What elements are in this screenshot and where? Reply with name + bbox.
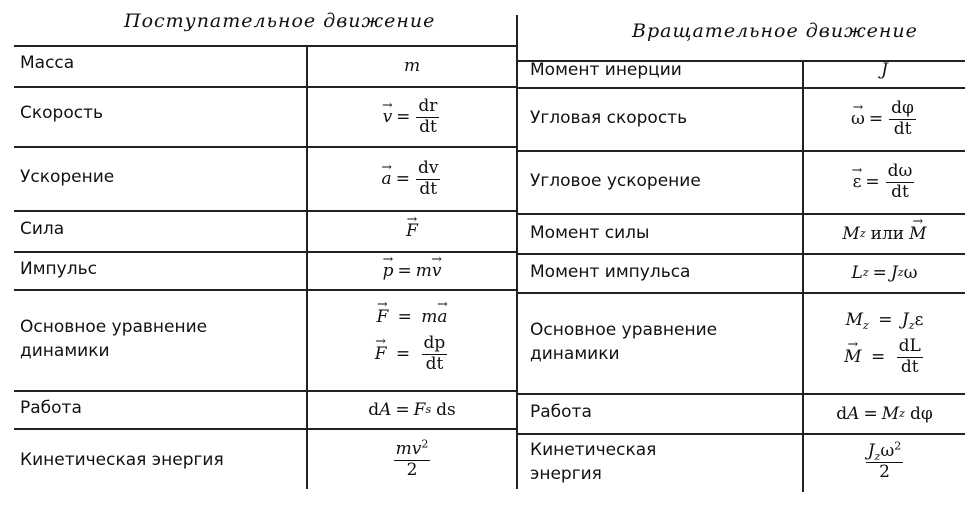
formula-work: [308, 392, 516, 428]
label-force: Сила: [20, 219, 65, 239]
label-work: Работа: [20, 398, 82, 418]
equals-sign: =: [868, 109, 884, 129]
formula-inertia: [804, 55, 965, 85]
formula-mass: [308, 48, 516, 84]
angular-momentum-j-subscript: z: [897, 266, 904, 279]
acceleration-denominator: dt: [419, 178, 438, 199]
newton-numerator: dp: [423, 332, 446, 353]
label-angular-acceleration: Угловое ускорение: [530, 171, 701, 191]
work-s-subscript: s: [425, 403, 432, 416]
angular-momentum-l: L: [851, 263, 863, 283]
velocity-numerator: dr: [418, 95, 438, 116]
rot-dynamics-m-vector: → M: [844, 347, 861, 367]
equals-sign: =: [863, 403, 878, 424]
rot-dynamics-line-2: [844, 335, 925, 377]
formula-angular-acceleration: [804, 152, 965, 212]
velocity-vector: → v: [383, 107, 393, 127]
angular-momentum-omega: ω: [903, 263, 918, 283]
label-velocity: Скорость: [20, 103, 103, 123]
formula-momentum: [308, 253, 516, 289]
angular-momentum-j: J: [890, 263, 898, 283]
rot-work-z-subscript: z: [899, 406, 905, 420]
equals-sign: =: [397, 306, 412, 327]
label-angular-momentum: Момент импульса: [530, 262, 691, 282]
rot-work-m: M: [881, 403, 900, 424]
rot-kinetic-omega: ω: [880, 441, 895, 462]
header-translational: Поступательное движение: [124, 10, 436, 32]
rot-dynamics-denominator: dt: [900, 356, 919, 377]
angular-velocity-fraction: [889, 97, 916, 139]
newton-force-2: → F: [375, 344, 387, 364]
torque-m: M: [842, 223, 860, 244]
rot-dynamics-line-1: [846, 310, 924, 330]
label-rot-kinetic-energy: Кинетическая энергия: [530, 440, 657, 484]
rule-left-top: [14, 45, 516, 47]
rot-dynamics-j: J: [901, 309, 909, 330]
header-rotational: Вращательное движение: [632, 20, 918, 42]
label-mass: Масса: [20, 53, 75, 73]
work-a: A: [379, 400, 392, 420]
equals-sign: =: [397, 261, 412, 281]
rot-kinetic-denominator: 2: [879, 462, 890, 482]
acceleration-vector: → a: [382, 169, 392, 189]
formula-acceleration: [308, 148, 516, 210]
angular-acceleration-denominator: dt: [891, 181, 909, 202]
formula-torque: [804, 215, 965, 252]
angular-acceleration-numerator: dω: [887, 160, 913, 181]
equals-sign: =: [871, 346, 886, 367]
momentum-velocity: → v: [432, 261, 442, 281]
label-acceleration: Ускорение: [20, 167, 115, 187]
newton-line-2: [374, 332, 450, 374]
label-angular-velocity: Угловая скорость: [530, 108, 688, 128]
formula-angular-velocity: [804, 89, 965, 149]
rot-work-d: d: [836, 403, 848, 424]
rot-dynamics-fraction: [897, 335, 923, 377]
rot-dynamics-m: M: [845, 309, 864, 330]
label-moment-of-inertia: Момент инерции: [530, 60, 682, 80]
equals-sign: =: [872, 263, 887, 283]
work-f: F: [413, 400, 426, 420]
formula-velocity: [308, 88, 516, 146]
rot-kinetic-j: J: [867, 441, 875, 462]
equals-sign: =: [396, 107, 411, 127]
label-rot-dynamics-equation: Основное уравнение динамики: [530, 320, 718, 364]
equals-sign: =: [395, 343, 411, 364]
angular-velocity-vector: → ω: [851, 109, 865, 129]
newton-mass: m: [421, 306, 438, 327]
kinetic-fraction: [394, 437, 431, 480]
newton-fraction: [422, 332, 448, 374]
rot-dynamics-numerator: dL: [898, 335, 921, 356]
rot-kinetic-numerator: [866, 439, 904, 464]
kinetic-velocity: v: [411, 438, 422, 459]
torque-z-subscript: z: [859, 226, 866, 240]
mass-symbol: m: [403, 56, 421, 76]
label-torque: Момент силы: [530, 223, 650, 243]
force-vector: → F: [406, 221, 418, 241]
rot-dynamics-j-subscript: z: [908, 318, 915, 332]
rot-kinetic-z-subscript: z: [874, 450, 881, 464]
velocity-fraction: [416, 95, 439, 137]
rot-kinetic-fraction: [866, 439, 904, 482]
kinetic-numerator: [394, 437, 431, 461]
momentum-mass: m: [415, 261, 432, 281]
work-d: d: [368, 400, 380, 420]
acceleration-fraction: [416, 157, 441, 199]
newton-acceleration: → a: [437, 307, 447, 327]
formula-angular-momentum: [804, 255, 965, 291]
rot-dynamics-epsilon: ε: [914, 309, 924, 330]
formula-newton-law: [308, 291, 516, 389]
equals-sign: =: [878, 309, 893, 330]
formula-rot-dynamics: [804, 294, 965, 392]
rot-work-dphi: dφ: [909, 403, 933, 424]
label-momentum: Импульс: [20, 259, 97, 279]
kinetic-denominator: 2: [406, 459, 418, 480]
formula-rot-work: [804, 395, 965, 432]
label-kinetic-energy: Кинетическая энергия: [20, 450, 224, 470]
angular-momentum-z-subscript: z: [862, 266, 869, 279]
rot-kinetic-power: 2: [894, 439, 902, 453]
equals-sign: =: [865, 172, 880, 192]
formula-rot-kinetic-energy: [804, 435, 965, 490]
torque-vector: → M: [909, 224, 926, 244]
work-ds: ds: [436, 400, 456, 420]
angular-acceleration-vector: → ε: [853, 172, 862, 192]
torque-or: или: [870, 223, 905, 244]
kinetic-mass: m: [395, 438, 412, 459]
rot-dynamics-z: z: [863, 318, 869, 332]
label-rot-work: Работа: [530, 402, 592, 422]
newton-force: → F: [376, 307, 388, 327]
velocity-denominator: dt: [419, 116, 437, 137]
angular-velocity-numerator: dφ: [891, 97, 914, 118]
label-dynamics-equation: Основное уравнение динамики: [20, 317, 208, 361]
newton-line-1: [376, 307, 447, 327]
angular-velocity-denominator: dt: [893, 118, 912, 139]
kinetic-power: 2: [421, 437, 429, 451]
formula-force: [308, 212, 516, 250]
equals-sign: =: [395, 169, 410, 189]
equals-sign: =: [395, 400, 410, 420]
newton-denominator: dt: [425, 353, 444, 374]
inertia-symbol: J: [881, 60, 888, 80]
momentum-vector: → p: [383, 261, 394, 281]
acceleration-numerator: dv: [417, 157, 439, 178]
angular-acceleration-fraction: [886, 160, 915, 202]
rot-work-a: A: [847, 403, 860, 424]
formula-kinetic-energy: [308, 430, 516, 490]
